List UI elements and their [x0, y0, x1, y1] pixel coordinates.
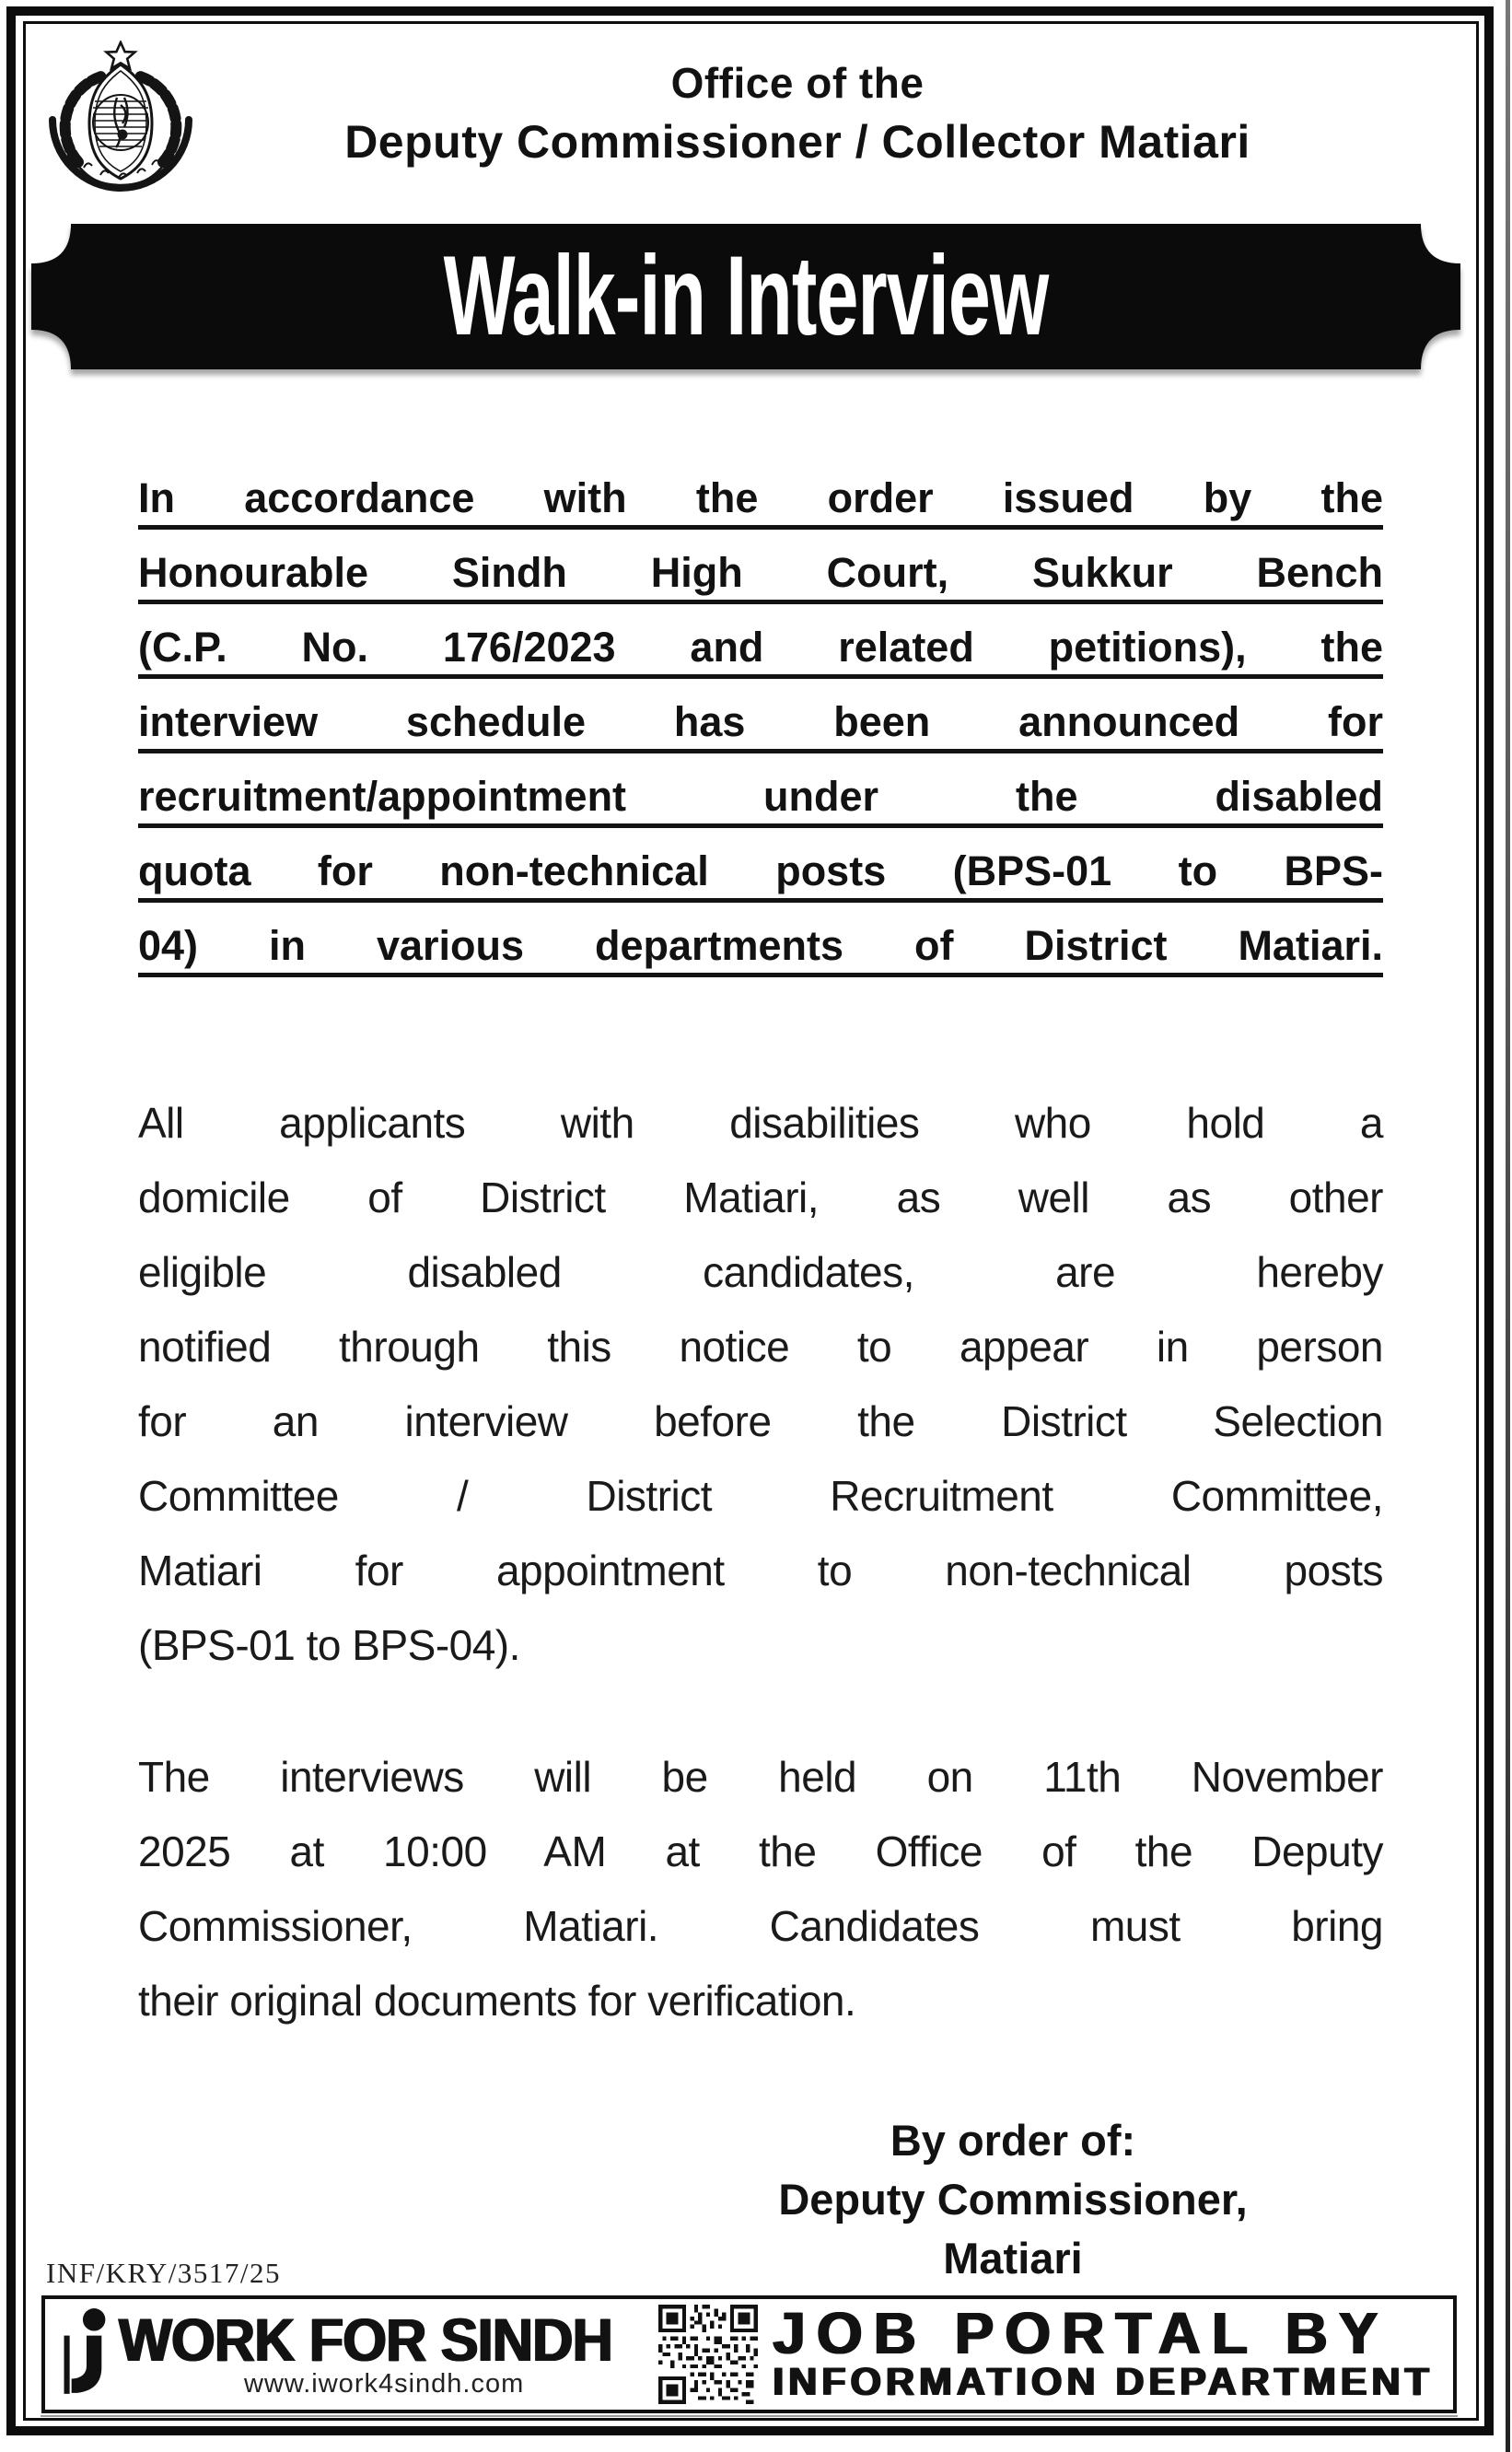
brand-text-block [119, 2305, 649, 2399]
person-i-figure-icon [62, 2307, 111, 2401]
portal-subheading: INFORMATION DEPARTMENT [773, 2360, 1434, 2403]
authority-district: Matiari [943, 2234, 1083, 2283]
by-order-label: By order of: [890, 2116, 1136, 2165]
text-line: their original documents for verification. [138, 1977, 856, 2025]
paragraph-interview-schedule [138, 1740, 1383, 2038]
qr-code-icon [658, 2305, 758, 2404]
text-line: interview schedule has been announced for [138, 698, 1383, 745]
portal-heading: JOB PORTAL BY [773, 2306, 1390, 2366]
text-line: domicile of District Matiari, as well as other [138, 1173, 1383, 1221]
text-line: (BPS-01 to BPS-04). [138, 1621, 520, 1669]
text-line: Committee / District Recruitment Committee, [138, 1472, 1383, 1520]
notice-body [138, 461, 1383, 2038]
portal-text-block [758, 2306, 1453, 2403]
letterhead-line1: Office of the [670, 59, 925, 107]
text-line: quota for non-technical posts (BPS-01 to BPS- [138, 847, 1383, 894]
text-line: for an interview before the District Selection [138, 1397, 1383, 1445]
brand-url: www.iwork4sindh.com [244, 2368, 525, 2399]
job-portal-footer [41, 2295, 1457, 2413]
text-line: Commissioner, Matiari. Candidates must bring [138, 1902, 1383, 1950]
text-line: In accordance with the order issued by the [138, 474, 1383, 521]
text-line: notified through this notice to appear in person [138, 1323, 1383, 1371]
text-line: 04) in various departments of District Matiari. [138, 922, 1383, 969]
text-line: 2025 at 10:00 AM at the Office of the Deputy [138, 1827, 1383, 1875]
letterhead [83, 57, 1512, 169]
paragraph-court-order [138, 461, 1383, 983]
authority-title: Deputy Commissioner, [778, 2175, 1248, 2224]
letterhead-line2: Deputy Commissioner / Collector Matiari [344, 116, 1250, 168]
text-line: The interviews will be held on 11th November [138, 1753, 1383, 1801]
work-for-sindh-brand [45, 2307, 649, 2401]
text-line: (C.P. No. 176/2023 and related petitions), the [138, 624, 1383, 671]
banner-title: Walk-in Interview [443, 232, 1049, 359]
text-line: Matiari for appointment to non-technical posts [138, 1547, 1383, 1594]
scan-edge-artifact [1506, 0, 1510, 2452]
paragraph-applicants [138, 1086, 1383, 1683]
advertisement-ref-number: INF/KRY/3517/25 [46, 2257, 282, 2289]
brand-name: WORK FOR SINDH [119, 2305, 612, 2374]
signature-block [663, 2111, 1363, 2288]
text-line: All applicants with disabilities who hold a [138, 1099, 1383, 1147]
text-line: eligible disabled candidates, are hereby [138, 1248, 1383, 1296]
walk-in-interview-banner [28, 224, 1464, 369]
text-line: Honourable Sindh High Court, Sukkur Bench [138, 549, 1383, 596]
text-line: recruitment/appointment under the disabled [138, 773, 1383, 820]
